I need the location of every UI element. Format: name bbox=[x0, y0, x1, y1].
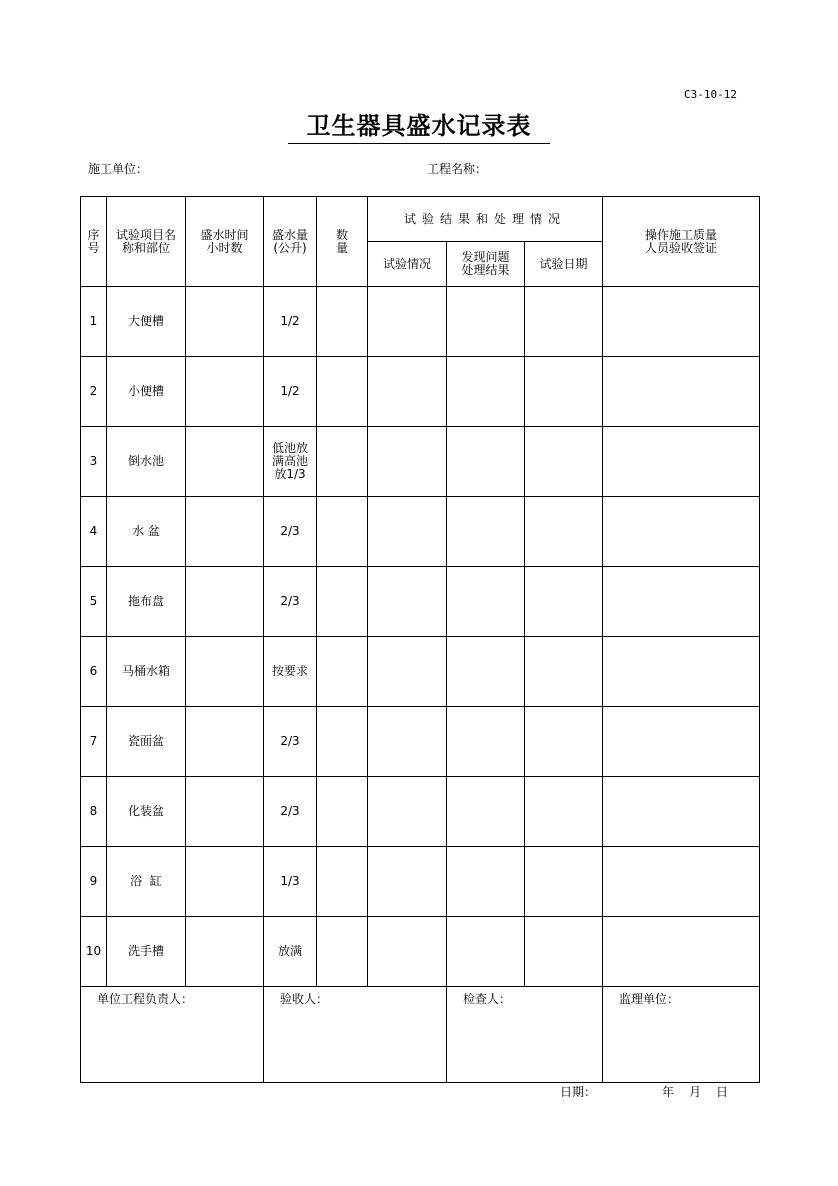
row-signoff bbox=[603, 847, 760, 917]
row-volume: 1/2 bbox=[264, 357, 317, 427]
row-time bbox=[186, 917, 264, 987]
row-problem-result bbox=[447, 287, 525, 357]
row-signoff bbox=[603, 567, 760, 637]
row-problem-result bbox=[447, 917, 525, 987]
row-time bbox=[186, 847, 264, 917]
footer-acceptor: 验收人： bbox=[264, 987, 447, 1083]
row-test-date bbox=[525, 357, 603, 427]
date-month: 月 bbox=[689, 1085, 702, 1099]
table-row bbox=[81, 777, 760, 847]
row-problem-result bbox=[447, 497, 525, 567]
record-table bbox=[80, 196, 760, 1083]
row-signoff bbox=[603, 427, 760, 497]
header-item: 试验项目名称和部位 bbox=[107, 197, 186, 287]
row-problem-result bbox=[447, 567, 525, 637]
row-time bbox=[186, 427, 264, 497]
table-row bbox=[81, 287, 760, 357]
row-seq: 7 bbox=[81, 707, 107, 777]
row-seq: 4 bbox=[81, 497, 107, 567]
row-test-status bbox=[368, 707, 447, 777]
row-test-status bbox=[368, 567, 447, 637]
table-row bbox=[81, 917, 760, 987]
row-seq: 1 bbox=[81, 287, 107, 357]
header-test-status: 试验情况 bbox=[368, 242, 447, 287]
row-quantity bbox=[317, 917, 368, 987]
row-test-status bbox=[368, 427, 447, 497]
row-item: 洗手槽 bbox=[107, 917, 186, 987]
row-item: 倒水池 bbox=[107, 427, 186, 497]
row-quantity bbox=[317, 707, 368, 777]
table-row bbox=[81, 567, 760, 637]
row-quantity bbox=[317, 847, 368, 917]
row-seq: 8 bbox=[81, 777, 107, 847]
row-quantity bbox=[317, 497, 368, 567]
row-test-status bbox=[368, 917, 447, 987]
row-item: 马桶水箱 bbox=[107, 637, 186, 707]
row-quantity bbox=[317, 637, 368, 707]
row-test-status bbox=[368, 847, 447, 917]
row-problem-result bbox=[447, 777, 525, 847]
table-row bbox=[81, 847, 760, 917]
row-problem-result bbox=[447, 357, 525, 427]
row-item: 小便槽 bbox=[107, 357, 186, 427]
row-volume: 1/2 bbox=[264, 287, 317, 357]
header-results-group: 试验结果和处理情况 bbox=[368, 197, 603, 242]
row-problem-result bbox=[447, 427, 525, 497]
row-volume: 1/3 bbox=[264, 847, 317, 917]
row-time bbox=[186, 637, 264, 707]
footer-supervisor: 监理单位： bbox=[603, 987, 760, 1083]
row-quantity bbox=[317, 287, 368, 357]
row-time bbox=[186, 497, 264, 567]
row-problem-result bbox=[447, 707, 525, 777]
footer-unit-lead: 单位工程负责人： bbox=[81, 987, 264, 1083]
construction-unit-label: 施工单位： bbox=[88, 162, 149, 176]
row-quantity bbox=[317, 427, 368, 497]
row-item: 浴 缸 bbox=[107, 847, 186, 917]
header-volume: 盛水量(公升) bbox=[264, 197, 317, 287]
header-quantity: 数量 bbox=[317, 197, 368, 287]
row-test-date bbox=[525, 287, 603, 357]
row-test-date bbox=[525, 707, 603, 777]
header-seq: 序号 bbox=[81, 197, 107, 287]
header-test-date: 试验日期 bbox=[525, 242, 603, 287]
row-seq: 10 bbox=[81, 917, 107, 987]
date-year: 年 bbox=[662, 1085, 675, 1099]
table-row bbox=[81, 427, 760, 497]
form-code: C3-10-12 bbox=[684, 88, 737, 101]
header-problem-result: 发现问题处理结果 bbox=[447, 242, 525, 287]
row-time bbox=[186, 707, 264, 777]
row-signoff bbox=[603, 707, 760, 777]
row-seq: 5 bbox=[81, 567, 107, 637]
header-time: 盛水时间小时数 bbox=[186, 197, 264, 287]
row-volume: 按要求 bbox=[264, 637, 317, 707]
row-item: 瓷面盆 bbox=[107, 707, 186, 777]
date-day: 日 bbox=[716, 1085, 729, 1099]
row-time bbox=[186, 357, 264, 427]
row-signoff bbox=[603, 637, 760, 707]
page-title: 卫生器具盛水记录表 bbox=[288, 106, 550, 144]
row-volume: 2/3 bbox=[264, 567, 317, 637]
row-quantity bbox=[317, 357, 368, 427]
row-signoff bbox=[603, 357, 760, 427]
row-test-date bbox=[525, 777, 603, 847]
row-quantity bbox=[317, 777, 368, 847]
row-test-date bbox=[525, 917, 603, 987]
row-time bbox=[186, 287, 264, 357]
row-test-status bbox=[368, 637, 447, 707]
row-test-status bbox=[368, 357, 447, 427]
project-name-label: 工程名称： bbox=[427, 162, 488, 176]
row-signoff bbox=[603, 917, 760, 987]
row-problem-result bbox=[447, 847, 525, 917]
header-signoff: 操作施工质量人员验收签证 bbox=[603, 197, 760, 287]
row-test-date bbox=[525, 497, 603, 567]
row-test-status bbox=[368, 287, 447, 357]
row-seq: 3 bbox=[81, 427, 107, 497]
footer-inspector: 检查人： bbox=[447, 987, 603, 1083]
row-time bbox=[186, 777, 264, 847]
row-item: 水 盆 bbox=[107, 497, 186, 567]
row-test-date bbox=[525, 567, 603, 637]
date-label: 日期： bbox=[560, 1085, 597, 1099]
row-signoff bbox=[603, 287, 760, 357]
row-signoff bbox=[603, 497, 760, 567]
row-signoff bbox=[603, 777, 760, 847]
row-item: 拖布盘 bbox=[107, 567, 186, 637]
row-test-date bbox=[525, 427, 603, 497]
row-seq: 9 bbox=[81, 847, 107, 917]
row-seq: 2 bbox=[81, 357, 107, 427]
table-row bbox=[81, 637, 760, 707]
row-test-status bbox=[368, 777, 447, 847]
row-item: 化装盆 bbox=[107, 777, 186, 847]
row-volume: 低池放满高池放1/3 bbox=[264, 427, 317, 497]
row-volume: 2/3 bbox=[264, 707, 317, 777]
row-volume: 放满 bbox=[264, 917, 317, 987]
row-time bbox=[186, 567, 264, 637]
row-seq: 6 bbox=[81, 637, 107, 707]
row-volume: 2/3 bbox=[264, 777, 317, 847]
table-row bbox=[81, 707, 760, 777]
table-row bbox=[81, 497, 760, 567]
row-test-date bbox=[525, 847, 603, 917]
row-volume: 2/3 bbox=[264, 497, 317, 567]
row-problem-result bbox=[447, 637, 525, 707]
row-test-status bbox=[368, 497, 447, 567]
row-item: 大便槽 bbox=[107, 287, 186, 357]
row-quantity bbox=[317, 567, 368, 637]
row-test-date bbox=[525, 637, 603, 707]
table-row bbox=[81, 357, 760, 427]
